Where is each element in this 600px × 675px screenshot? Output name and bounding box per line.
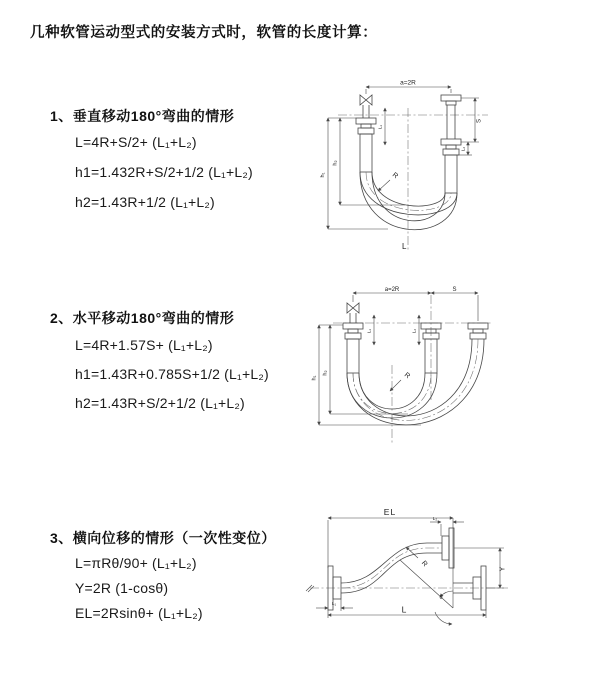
end-fitting-dimensions bbox=[367, 315, 420, 345]
dim-label-h1: h₁ bbox=[320, 172, 326, 178]
radius-label: R bbox=[390, 171, 400, 181]
flange-fitting-upper-right bbox=[442, 528, 454, 568]
end-fitting-dimensions bbox=[378, 98, 483, 155]
page-title: 几种软管运动型式的安装方式时，软管的长度计算： bbox=[30, 25, 378, 41]
valve-icon bbox=[347, 303, 359, 323]
dim-label-l2: L₂ bbox=[461, 146, 467, 152]
height-dimensions bbox=[320, 118, 405, 229]
dim-label-h2: h₂ bbox=[332, 160, 339, 166]
formula-line: L=4R+S/2+ (L₁+L₂) bbox=[75, 134, 197, 150]
section-1-heading: 1、垂直移动180°弯曲的情形 bbox=[50, 108, 235, 124]
section-1 bbox=[50, 106, 325, 224]
braided-hose-section bbox=[360, 134, 372, 172]
flange-fitting-right bbox=[468, 323, 488, 339]
section-2-heading: 2、水平移动180°弯曲的情形 bbox=[50, 310, 235, 326]
formula-line: EL=2Rsinθ+ (L₁+L₂) bbox=[75, 605, 203, 621]
section-2 bbox=[50, 308, 325, 426]
braided-hose-section bbox=[445, 155, 457, 193]
centerlines bbox=[306, 585, 508, 592]
lateral-offset-drawing bbox=[302, 496, 540, 656]
formula-line: L=πRθ/90+ (L₁+L₂) bbox=[75, 555, 197, 571]
figure-vertical-bend-diagram bbox=[308, 75, 533, 265]
radius-annotation bbox=[378, 172, 399, 191]
formula-line: h1=1.43R+0.785S+1/2 (L₁+L₂) bbox=[75, 366, 269, 382]
radius-label: R bbox=[402, 371, 412, 381]
dim-label-h2: h₂ bbox=[322, 370, 329, 376]
hose-s-curve bbox=[341, 543, 442, 593]
radius-annotation bbox=[390, 372, 411, 391]
section-3 bbox=[50, 528, 325, 646]
el-label: EL bbox=[383, 507, 397, 517]
dim-label-h1: h₁ bbox=[311, 375, 318, 381]
length-label: L bbox=[402, 242, 407, 251]
dim-label-a2r: a=2R bbox=[384, 286, 400, 293]
valve-icon bbox=[360, 95, 372, 118]
dim-label-l1: L₁ bbox=[331, 602, 337, 607]
end-fitting-dimension-top bbox=[430, 516, 464, 536]
y-label: Y bbox=[499, 566, 507, 572]
section-3-heading: 3、横向位移的情形（一次性变位） bbox=[50, 530, 276, 546]
figure-horizontal-bend-diagram bbox=[308, 283, 533, 456]
span-dimension bbox=[366, 80, 451, 95]
dim-label-a2r: a=2R bbox=[400, 79, 416, 87]
braided-hose-section bbox=[347, 339, 359, 373]
hose-u-bend-original bbox=[347, 373, 437, 418]
formula-line: h1=1.432R+S/2+1/2 (L₁+L₂) bbox=[75, 164, 253, 180]
dim-label-s: S bbox=[452, 286, 457, 293]
flange-fitting-left bbox=[356, 118, 376, 172]
offset-dimension bbox=[454, 548, 507, 588]
vertical-bend-drawing bbox=[308, 75, 533, 260]
formula-line: h2=1.43R+S/2+1/2 (L₁+L₂) bbox=[75, 395, 245, 411]
end-fitting-dimension-bottom bbox=[316, 599, 353, 611]
flange-fitting-left bbox=[343, 323, 363, 373]
flange-fitting-right bbox=[441, 95, 461, 193]
span-dimension bbox=[353, 287, 478, 321]
theta-label: θ bbox=[439, 595, 443, 601]
horizontal-bend-drawing bbox=[308, 283, 533, 451]
radius-annotation bbox=[406, 547, 428, 568]
dim-label-l2: L₂ bbox=[412, 328, 418, 334]
formula-line: Y=2R (1-cosθ) bbox=[75, 580, 169, 596]
section-break-mark bbox=[306, 585, 314, 592]
dim-label-l2: L₂ bbox=[432, 517, 438, 522]
dim-label-l1: L₁ bbox=[378, 124, 384, 130]
formula-line: h2=1.43R+1/2 (L₁+L₂) bbox=[75, 194, 215, 210]
angle-construction bbox=[400, 560, 453, 624]
length-dimension bbox=[328, 605, 486, 619]
centerlines bbox=[333, 295, 493, 445]
figure-lateral-offset-diagram bbox=[302, 496, 540, 661]
dim-label-l1: L₁ bbox=[367, 328, 373, 334]
formula-line: L=4R+1.57S+ (L₁+L₂) bbox=[75, 337, 213, 353]
dim-label-s: S bbox=[476, 118, 483, 124]
length-label: L bbox=[401, 604, 407, 615]
hose-u-bend bbox=[360, 172, 457, 230]
radius-label: R bbox=[419, 559, 429, 569]
